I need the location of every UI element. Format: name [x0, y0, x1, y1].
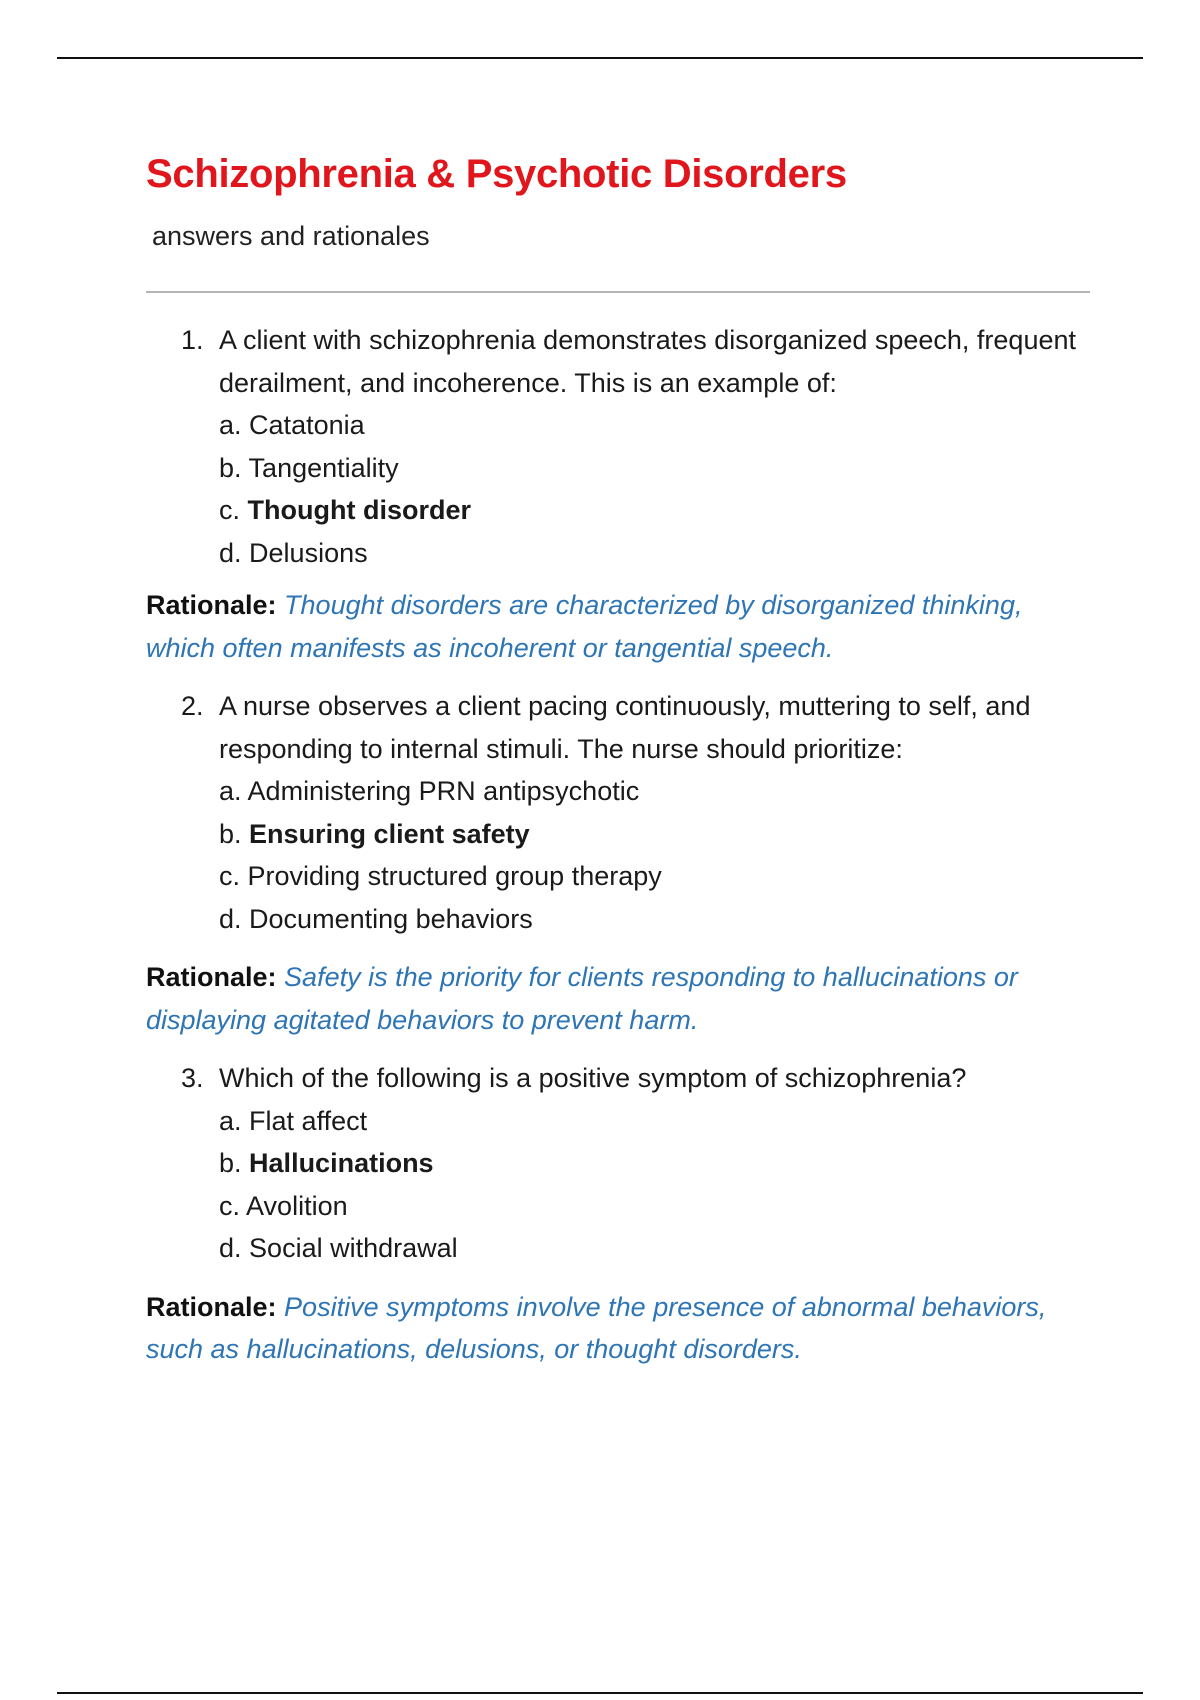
option-a: a. Flat affect — [219, 1105, 368, 1136]
rationale-3 — [146, 1286, 1090, 1371]
option-c: c. Avolition — [219, 1190, 348, 1221]
page-footer-rule — [57, 1692, 1143, 1694]
rationale-label: Rationale: — [146, 1291, 277, 1322]
question-1 — [181, 319, 1090, 574]
question-number: 3. — [181, 1063, 204, 1093]
document-title: Schizophrenia & Psychotic Disorders — [146, 152, 847, 196]
rationale-text: Positive symptoms involve the presence of abnormal behaviors, such as hallucinations, delusions, or thought disorders. — [146, 1291, 1047, 1364]
question-3 — [181, 1057, 1090, 1270]
question-stem: A client with schizophrenia demonstrates disorganized speech, frequent derailment, and incoherence. This is an example of: — [219, 325, 1076, 398]
option-d: d. Documenting behaviors — [219, 903, 533, 934]
option-c: c. Providing structured group therapy — [219, 861, 662, 891]
section-divider — [146, 291, 1090, 293]
option-d: d. Delusions — [219, 537, 368, 568]
option-b-correct: b. Hallucinations — [219, 1148, 434, 1178]
rationale-text: Thought disorders are characterized by disorganized thinking, which often manifests as incoherent or tangential speech. — [146, 590, 1023, 663]
question-stem: Which of the following is a positive symptom of schizophrenia? — [219, 1063, 967, 1093]
question-2 — [181, 685, 1090, 940]
document-subtitle: answers and rationales — [152, 221, 430, 251]
option-b: b. Tangentiality — [219, 452, 399, 483]
option-b-correct: b. Ensuring client safety — [219, 818, 530, 849]
option-a: a. Administering PRN antipsychotic — [219, 776, 640, 806]
option-d: d. Social withdrawal — [219, 1233, 458, 1263]
option-c-correct: c. Thought disorder — [219, 495, 472, 525]
question-number: 2. — [181, 691, 204, 721]
rationale-1 — [146, 584, 1090, 669]
document-body — [146, 146, 1090, 1371]
rationale-label: Rationale: — [146, 962, 277, 992]
page-header-rule — [57, 57, 1143, 59]
question-number: 1. — [181, 325, 204, 355]
rationale-2 — [146, 956, 1090, 1041]
question-stem: A nurse observes a client pacing continuously, muttering to self, and responding to internal stimuli. The nurse should prioritize: — [219, 691, 1031, 764]
rationale-text: Safety is the priority for clients responding to hallucinations or displaying agitated behaviors to prevent harm. — [146, 962, 1018, 1035]
option-a: a. Catatonia — [219, 410, 365, 440]
rationale-label: Rationale: — [146, 590, 277, 620]
